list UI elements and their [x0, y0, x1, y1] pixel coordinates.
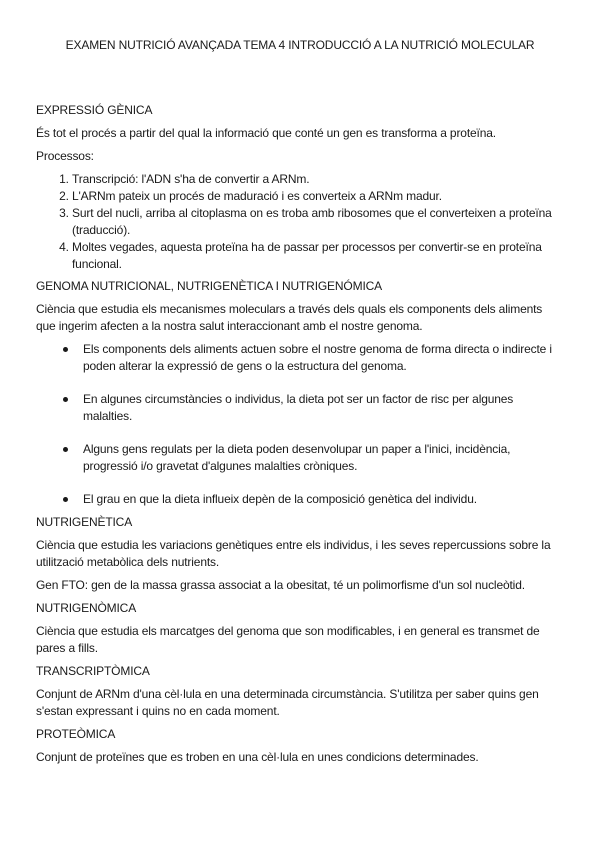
expressio-definition: És tot el procés a partir del qual la informació que conté un gen es transforma a proteïna.	[36, 126, 496, 140]
genoma-bullet-list	[36, 341, 564, 508]
bullet-item	[71, 441, 564, 475]
heading-nutrigenomica: NUTRIGENÒMICA	[36, 601, 137, 615]
proteomica-definition: Conjunt de proteïnes que es troben en una cèl·lula en unes condicions determinades.	[36, 750, 479, 764]
bullet-text: El grau en que la dieta influeix depèn de la composició genètica del individu.	[83, 492, 477, 506]
section-nutrigenetica	[36, 514, 564, 594]
bullet-item	[71, 391, 564, 425]
gen-fto-note: Gen FTO: gen de la massa grassa associat a la obesitat, té un polimorfisme d'un sol nucleòtid.	[36, 578, 525, 592]
list-item: 3. Surt del nucli, arriba al citoplasma on es troba amb ribosomes que el converteixen a proteïna (traducció).	[72, 205, 564, 239]
bullet-item	[71, 341, 564, 375]
bullet-text: Els components dels aliments actuen sobre el nostre genoma de forma directa o indirecte i poden alterar la expressió de gens o la estructura del genoma.	[83, 342, 552, 373]
document-title: EXAMEN NUTRICIÓ AVANÇADA TEMA 4 INTRODUCCIÓ A LA NUTRICIÓ MOLECULAR	[65, 38, 535, 52]
transcriptomica-definition: Conjunt de ARNm d'una cèl·lula en una determinada circumstància. S'utilitza per saber quins gen s'estan expressant i quins no en cada moment.	[36, 687, 539, 718]
bullet-icon	[63, 447, 68, 452]
bullet-icon	[63, 497, 68, 502]
heading-genoma-nutricional: GENOMA NUTRICIONAL, NUTRIGENÈTICA I NUTRIGENÓMICA	[36, 279, 383, 293]
bullet-icon	[63, 347, 68, 352]
list-item: 2. L'ARNm pateix un procés de maduració i es converteix a ARNm madur.	[72, 188, 564, 205]
nutrigenetica-definition: Ciència que estudia les variacions genètiques entre els individus, i les seves repercussions sobre la utilització metabòlica dels nutrients.	[36, 538, 551, 569]
bullet-icon	[63, 397, 68, 402]
heading-expressio-genica: EXPRESSIÓ GÈNICA	[36, 103, 153, 117]
processos-list	[36, 171, 564, 273]
list-item: 1. Transcripció: l'ADN s'ha de convertir a ARNm.	[72, 171, 564, 188]
bullet-text: En algunes circumstàncies o individus, la dieta pot ser un factor de risc per algunes malalties.	[83, 392, 514, 423]
section-genoma-nutricional	[36, 278, 564, 508]
heading-nutrigenetica: NUTRIGENÈTICA	[36, 515, 133, 529]
nutrigenomica-definition: Ciència que estudia els marcatges del genoma que son modificables, i en general es transmet de pares a fills.	[36, 624, 540, 655]
genoma-definition: Ciència que estudia els mecanismes moleculars a través dels quals els components dels aliments que ingerim afecten a la nostra salut interaccionant amb el nostre genoma.	[36, 302, 543, 333]
bullet-text: Alguns gens regulats per la dieta poden desenvolupar un paper a l'inici, incidència, progressió i/o gravetat d'algunes malalties cròniques.	[83, 442, 511, 473]
section-expressio-genica	[36, 102, 564, 273]
processos-label: Processos:	[36, 149, 94, 163]
section-proteomica	[36, 726, 564, 766]
bullet-item	[71, 491, 564, 508]
heading-transcriptomica: TRANSCRIPTÒMICA	[36, 664, 150, 678]
list-item: 4. Moltes vegades, aquesta proteïna ha de passar per processos per convertir-se en proteïna funcional.	[72, 239, 564, 273]
section-nutrigenomica	[36, 600, 564, 657]
heading-proteomica: PROTEÒMICA	[36, 727, 116, 741]
section-transcriptomica	[36, 663, 564, 720]
